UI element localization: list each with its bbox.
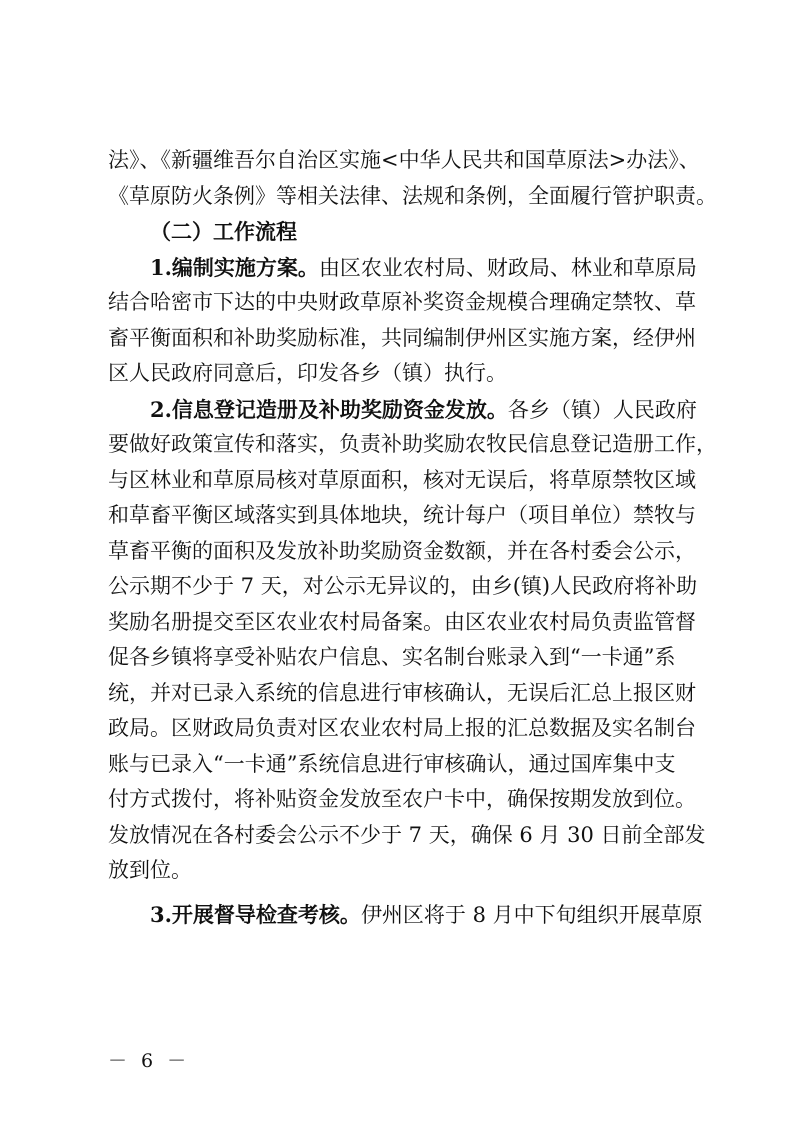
paragraph-1-text: 由区农业农村局、财政局、林业和草原局: [318, 255, 697, 280]
text-line: 付方式拨付，将补贴资金发放至农户卡中，确保按期发放到位。: [108, 787, 696, 811]
body-text: [108, 143, 717, 932]
text-line: 区人民政府同意后，印发各乡（镇）执行。: [108, 361, 507, 385]
text-line: 法》、《新疆维吾尔自治区实施<中华人民共和国草原法>办法》、: [108, 148, 700, 172]
text-line: 统，并对已录入系统的信息进行审核确认，无误后汇总上报区财: [108, 680, 696, 705]
text-line: 结合哈密市下达的中央财政草原补奖资金规模合理确定禁牧、草: [108, 290, 696, 314]
text-line: 奖励名册提交至区农业农村局备案。由区农业农村局负责监管督: [108, 609, 696, 634]
paragraph-2-first-line: [108, 392, 704, 428]
text-line: 畜平衡面积和补助奖励标准，共同编制伊州区实施方案，经伊州: [108, 325, 696, 350]
paragraph-3-text: 伊州区将于 8 月中下旬组织开展草原: [360, 902, 703, 927]
text-line: 《草原防火条例》等相关法律、法规和条例，全面履行管护职责。: [108, 183, 717, 208]
paragraph-3-title: 3.开展督导检查考核。: [150, 901, 361, 927]
text-line: 账与已录入“一卡通”系统信息进行审核确认，通过国库集中支: [108, 751, 676, 776]
text-line: 发放情况在各村委会公示不少于 7 天，确保 6 月 30 日前全部发: [108, 822, 706, 847]
paragraph-1-title: 1.编制实施方案。: [150, 254, 319, 280]
text-line: 草畜平衡的面积及发放补助奖励资金数额，并在各村委会公示，: [108, 538, 696, 563]
text-line: 要做好政策宣传和落实，负责补助奖励农牧民信息登记造册工作，: [108, 432, 717, 456]
page-number: － 6 －: [108, 1050, 191, 1072]
paragraph-3-first-line: [108, 897, 704, 933]
paragraph-2-title: 2.信息登记造册及补助奖励资金发放。: [150, 396, 508, 422]
paragraph-1-first-line: [108, 250, 704, 286]
paragraph-gap: [108, 889, 704, 897]
text-line: 公示期不少于 7 天，对公示无异议的，由乡(镇)人民政府将补助: [108, 574, 698, 598]
text-line: 促各乡镇将享受补贴农户信息、实名制台账录入到“一卡通”系: [108, 645, 676, 669]
paragraph-2-text: 各乡（镇）人民政府: [507, 397, 697, 422]
text-line: 与区林业和草原局核对草原面积，核对无误后，将草原禁牧区域: [108, 467, 696, 492]
text-line: 和草畜平衡区域落实到具体地块，统计每户（项目单位）禁牧与: [108, 503, 696, 527]
section-heading: （二）工作流程: [150, 219, 297, 244]
text-line: 政局。区财政局负责对区农业农村局上报的汇总数据及实名制台: [108, 716, 696, 740]
text-line: 放到位。: [108, 858, 192, 882]
